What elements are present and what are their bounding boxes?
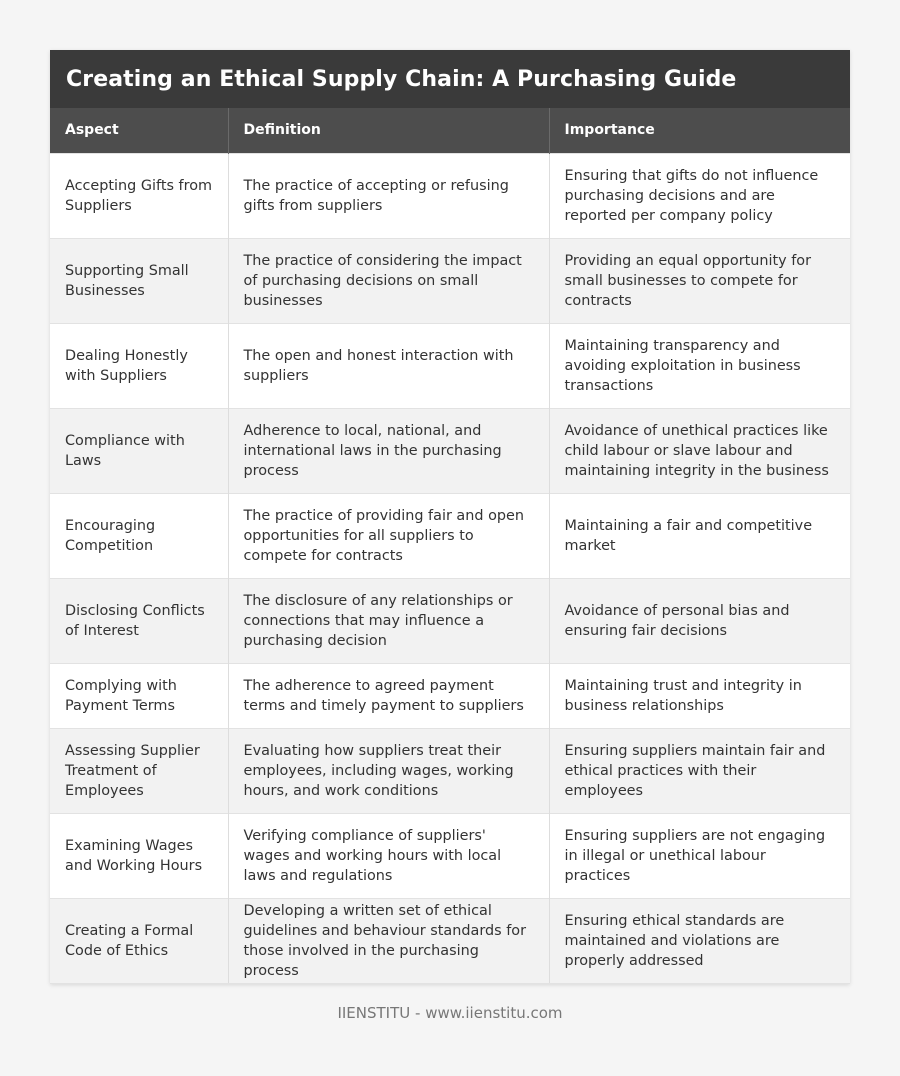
importance-cell: Maintaining trust and integrity in business relationships: [549, 663, 850, 728]
importance-cell: Providing an equal opportunity for small businesses to compete for contracts: [549, 238, 850, 323]
definition-cell: Evaluating how suppliers treat their employees, including wages, working hours, and work conditions: [228, 728, 549, 813]
aspect-cell: Creating a Formal Code of Ethics: [50, 898, 228, 983]
importance-cell: Maintaining transparency and avoiding exploitation in business transactions: [549, 323, 850, 408]
definition-cell: The open and honest interaction with suppliers: [228, 323, 549, 408]
table-row: [50, 728, 850, 813]
column-header-definition: Definition: [228, 108, 549, 153]
importance-cell: Ensuring suppliers maintain fair and ethical practices with their employees: [549, 728, 850, 813]
table-header-row: [50, 108, 850, 153]
aspect-cell: Examining Wages and Working Hours: [50, 813, 228, 898]
definition-cell: The practice of considering the impact of purchasing decisions on small businesses: [228, 238, 549, 323]
aspect-cell: Supporting Small Businesses: [50, 238, 228, 323]
title-bar: [50, 50, 850, 108]
definition-cell: Adherence to local, national, and international laws in the purchasing process: [228, 408, 549, 493]
table-row: [50, 578, 850, 663]
aspect-cell: Dealing Honestly with Suppliers: [50, 323, 228, 408]
aspect-cell: Compliance with Laws: [50, 408, 228, 493]
table-row: [50, 238, 850, 323]
definition-cell: The adherence to agreed payment terms and timely payment to suppliers: [228, 663, 549, 728]
ethics-table: [50, 108, 850, 984]
definition-cell: The practice of providing fair and open opportunities for all suppliers to compete for contracts: [228, 493, 549, 578]
importance-cell: Ensuring ethical standards are maintained and violations are properly addressed: [549, 898, 850, 983]
aspect-cell: Assessing Supplier Treatment of Employees: [50, 728, 228, 813]
table-row: [50, 323, 850, 408]
aspect-cell: Complying with Payment Terms: [50, 663, 228, 728]
table-row: [50, 898, 850, 983]
table-row: [50, 153, 850, 238]
importance-cell: Maintaining a fair and competitive market: [549, 493, 850, 578]
importance-cell: Ensuring suppliers are not engaging in illegal or unethical labour practices: [549, 813, 850, 898]
importance-cell: Avoidance of unethical practices like child labour or slave labour and maintaining integrity in the business: [549, 408, 850, 493]
importance-cell: Ensuring that gifts do not influence purchasing decisions and are reported per company policy: [549, 153, 850, 238]
table-row: [50, 408, 850, 493]
definition-cell: Verifying compliance of suppliers' wages and working hours with local laws and regulations: [228, 813, 549, 898]
column-header-aspect: Aspect: [50, 108, 228, 153]
table-row: [50, 493, 850, 578]
aspect-cell: Accepting Gifts from Suppliers: [50, 153, 228, 238]
aspect-cell: Disclosing Conflicts of Interest: [50, 578, 228, 663]
aspect-cell: Encouraging Competition: [50, 493, 228, 578]
table-row: [50, 663, 850, 728]
definition-cell: The practice of accepting or refusing gifts from suppliers: [228, 153, 549, 238]
page-title: Creating an Ethical Supply Chain: A Purchasing Guide: [66, 66, 737, 92]
importance-cell: Avoidance of personal bias and ensuring fair decisions: [549, 578, 850, 663]
guide-card: [50, 50, 850, 984]
definition-cell: Developing a written set of ethical guidelines and behaviour standards for those involved in the purchasing process: [228, 898, 549, 983]
table-row: [50, 813, 850, 898]
column-header-importance: Importance: [549, 108, 850, 153]
definition-cell: The disclosure of any relationships or connections that may influence a purchasing decision: [228, 578, 549, 663]
footer-credit: IIENSTITU - www.iienstitu.com: [337, 1004, 563, 1022]
